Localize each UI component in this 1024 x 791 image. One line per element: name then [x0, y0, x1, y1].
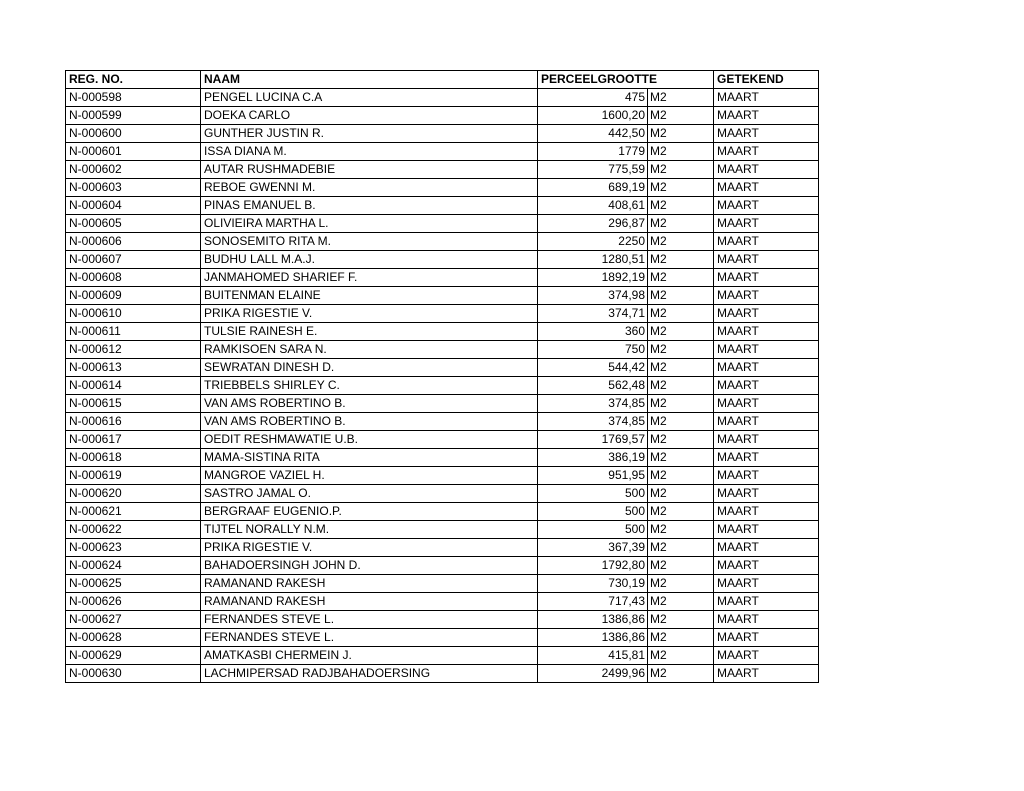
table-row: [66, 503, 819, 521]
cell-getekend: MAART: [714, 197, 819, 215]
cell-getekend: MAART: [714, 449, 819, 467]
cell-perceelgrootte: 367,39: [538, 539, 648, 557]
cell-reg-no: N-000617: [66, 431, 201, 449]
cell-unit: M2: [648, 521, 714, 539]
registration-table: [65, 70, 819, 683]
cell-naam: BERGRAAF EUGENIO.P.: [201, 503, 538, 521]
cell-getekend: MAART: [714, 323, 819, 341]
cell-perceelgrootte: 1769,57: [538, 431, 648, 449]
table-row: [66, 413, 819, 431]
cell-unit: M2: [648, 557, 714, 575]
cell-getekend: MAART: [714, 467, 819, 485]
cell-unit: M2: [648, 233, 714, 251]
table-row: [66, 665, 819, 683]
cell-getekend: MAART: [714, 377, 819, 395]
cell-naam: TIJTEL NORALLY N.M.: [201, 521, 538, 539]
cell-getekend: MAART: [714, 161, 819, 179]
cell-naam: BAHADOERSINGH JOHN D.: [201, 557, 538, 575]
cell-getekend: MAART: [714, 305, 819, 323]
cell-naam: PRIKA RIGESTIE V.: [201, 305, 538, 323]
table-row: [66, 359, 819, 377]
cell-naam: SASTRO JAMAL O.: [201, 485, 538, 503]
cell-naam: OLIVIEIRA MARTHA L.: [201, 215, 538, 233]
cell-unit: M2: [648, 359, 714, 377]
header-perceelgrootte: PERCEELGROOTTE: [538, 71, 714, 89]
cell-naam: SONOSEMITO RITA M.: [201, 233, 538, 251]
cell-naam: RAMANAND RAKESH: [201, 575, 538, 593]
cell-reg-no: N-000607: [66, 251, 201, 269]
cell-reg-no: N-000603: [66, 179, 201, 197]
cell-getekend: MAART: [714, 125, 819, 143]
cell-perceelgrootte: 442,50: [538, 125, 648, 143]
table-row: [66, 89, 819, 107]
cell-unit: M2: [648, 287, 714, 305]
cell-getekend: MAART: [714, 503, 819, 521]
cell-naam: DOEKA CARLO: [201, 107, 538, 125]
cell-reg-no: N-000630: [66, 665, 201, 683]
cell-perceelgrootte: 1386,86: [538, 629, 648, 647]
table-row: [66, 233, 819, 251]
cell-naam: FERNANDES STEVE L.: [201, 629, 538, 647]
table-row: [66, 305, 819, 323]
cell-unit: M2: [648, 539, 714, 557]
cell-getekend: MAART: [714, 143, 819, 161]
cell-getekend: MAART: [714, 413, 819, 431]
cell-perceelgrootte: 500: [538, 521, 648, 539]
cell-naam: PENGEL LUCINA C.A: [201, 89, 538, 107]
cell-unit: M2: [648, 485, 714, 503]
table-row: [66, 143, 819, 161]
table-row: [66, 431, 819, 449]
cell-getekend: MAART: [714, 215, 819, 233]
cell-reg-no: N-000604: [66, 197, 201, 215]
cell-reg-no: N-000599: [66, 107, 201, 125]
cell-perceelgrootte: 1386,86: [538, 611, 648, 629]
cell-perceelgrootte: 296,87: [538, 215, 648, 233]
cell-getekend: MAART: [714, 395, 819, 413]
cell-reg-no: N-000620: [66, 485, 201, 503]
table-body: [66, 89, 819, 683]
cell-unit: M2: [648, 377, 714, 395]
cell-perceelgrootte: 1280,51: [538, 251, 648, 269]
cell-unit: M2: [648, 575, 714, 593]
cell-reg-no: N-000626: [66, 593, 201, 611]
cell-unit: M2: [648, 395, 714, 413]
cell-naam: JANMAHOMED SHARIEF F.: [201, 269, 538, 287]
cell-naam: FERNANDES STEVE L.: [201, 611, 538, 629]
cell-reg-no: N-000629: [66, 647, 201, 665]
cell-unit: M2: [648, 467, 714, 485]
cell-reg-no: N-000598: [66, 89, 201, 107]
cell-naam: SEWRATAN DINESH D.: [201, 359, 538, 377]
cell-perceelgrootte: 408,61: [538, 197, 648, 215]
cell-reg-no: N-000616: [66, 413, 201, 431]
cell-perceelgrootte: 951,95: [538, 467, 648, 485]
table-row: [66, 449, 819, 467]
cell-reg-no: N-000618: [66, 449, 201, 467]
table-row: [66, 215, 819, 233]
cell-perceelgrootte: 500: [538, 485, 648, 503]
table-row: [66, 251, 819, 269]
cell-perceelgrootte: 360: [538, 323, 648, 341]
cell-perceelgrootte: 415,81: [538, 647, 648, 665]
cell-getekend: MAART: [714, 431, 819, 449]
table-row: [66, 575, 819, 593]
cell-naam: MAMA-SISTINA RITA: [201, 449, 538, 467]
cell-unit: M2: [648, 89, 714, 107]
cell-reg-no: N-000614: [66, 377, 201, 395]
cell-naam: TRIEBBELS SHIRLEY C.: [201, 377, 538, 395]
cell-perceelgrootte: 1892,19: [538, 269, 648, 287]
cell-reg-no: N-000610: [66, 305, 201, 323]
table-row: [66, 395, 819, 413]
cell-perceelgrootte: 775,59: [538, 161, 648, 179]
cell-getekend: MAART: [714, 359, 819, 377]
cell-getekend: MAART: [714, 593, 819, 611]
cell-unit: M2: [648, 431, 714, 449]
cell-perceelgrootte: 1779: [538, 143, 648, 161]
cell-unit: M2: [648, 125, 714, 143]
table-row: [66, 557, 819, 575]
cell-unit: M2: [648, 107, 714, 125]
cell-perceelgrootte: 750: [538, 341, 648, 359]
cell-unit: M2: [648, 305, 714, 323]
cell-perceelgrootte: 374,98: [538, 287, 648, 305]
cell-perceelgrootte: 562,48: [538, 377, 648, 395]
table-row: [66, 269, 819, 287]
cell-getekend: MAART: [714, 521, 819, 539]
cell-perceelgrootte: 2499,96: [538, 665, 648, 683]
cell-naam: LACHMIPERSAD RADJBAHADOERSING: [201, 665, 538, 683]
cell-getekend: MAART: [714, 629, 819, 647]
cell-unit: M2: [648, 503, 714, 521]
table-row: [66, 197, 819, 215]
cell-naam: OEDIT RESHMAWATIE U.B.: [201, 431, 538, 449]
cell-perceelgrootte: 374,71: [538, 305, 648, 323]
cell-perceelgrootte: 475: [538, 89, 648, 107]
cell-naam: AMATKASBI CHERMEIN J.: [201, 647, 538, 665]
cell-reg-no: N-000621: [66, 503, 201, 521]
cell-perceelgrootte: 1792,80: [538, 557, 648, 575]
cell-unit: M2: [648, 143, 714, 161]
table-row: [66, 341, 819, 359]
cell-reg-no: N-000622: [66, 521, 201, 539]
cell-getekend: MAART: [714, 107, 819, 125]
cell-reg-no: N-000623: [66, 539, 201, 557]
cell-reg-no: N-000611: [66, 323, 201, 341]
cell-reg-no: N-000606: [66, 233, 201, 251]
cell-perceelgrootte: 544,42: [538, 359, 648, 377]
cell-getekend: MAART: [714, 485, 819, 503]
cell-reg-no: N-000615: [66, 395, 201, 413]
cell-getekend: MAART: [714, 287, 819, 305]
cell-naam: TULSIE RAINESH E.: [201, 323, 538, 341]
table-row: [66, 287, 819, 305]
cell-unit: M2: [648, 665, 714, 683]
table-row: [66, 611, 819, 629]
cell-unit: M2: [648, 341, 714, 359]
table-row: [66, 179, 819, 197]
header-reg-no: REG. NO.: [66, 71, 201, 89]
cell-unit: M2: [648, 251, 714, 269]
table-row: [66, 539, 819, 557]
cell-unit: M2: [648, 323, 714, 341]
cell-unit: M2: [648, 647, 714, 665]
cell-unit: M2: [648, 179, 714, 197]
cell-naam: GUNTHER JUSTIN R.: [201, 125, 538, 143]
cell-naam: MANGROE VAZIEL H.: [201, 467, 538, 485]
cell-perceelgrootte: 374,85: [538, 395, 648, 413]
cell-reg-no: N-000601: [66, 143, 201, 161]
cell-reg-no: N-000627: [66, 611, 201, 629]
cell-unit: M2: [648, 413, 714, 431]
table-row: [66, 647, 819, 665]
header-row: [66, 71, 819, 89]
cell-getekend: MAART: [714, 251, 819, 269]
cell-getekend: MAART: [714, 89, 819, 107]
header-naam: NAAM: [201, 71, 538, 89]
cell-naam: ISSA DIANA M.: [201, 143, 538, 161]
cell-naam: VAN AMS ROBERTINO B.: [201, 413, 538, 431]
cell-unit: M2: [648, 611, 714, 629]
table-row: [66, 629, 819, 647]
cell-getekend: MAART: [714, 341, 819, 359]
cell-unit: M2: [648, 197, 714, 215]
cell-getekend: MAART: [714, 269, 819, 287]
cell-getekend: MAART: [714, 233, 819, 251]
table-row: [66, 485, 819, 503]
cell-reg-no: N-000619: [66, 467, 201, 485]
cell-reg-no: N-000600: [66, 125, 201, 143]
cell-reg-no: N-000609: [66, 287, 201, 305]
cell-unit: M2: [648, 215, 714, 233]
cell-naam: VAN AMS ROBERTINO B.: [201, 395, 538, 413]
cell-getekend: MAART: [714, 575, 819, 593]
table-row: [66, 323, 819, 341]
cell-naam: REBOE GWENNI M.: [201, 179, 538, 197]
cell-reg-no: N-000628: [66, 629, 201, 647]
cell-naam: RAMKISOEN SARA N.: [201, 341, 538, 359]
cell-perceelgrootte: 500: [538, 503, 648, 521]
cell-naam: BUITENMAN ELAINE: [201, 287, 538, 305]
cell-reg-no: N-000612: [66, 341, 201, 359]
cell-reg-no: N-000605: [66, 215, 201, 233]
cell-getekend: MAART: [714, 539, 819, 557]
cell-naam: PINAS EMANUEL B.: [201, 197, 538, 215]
header-getekend: GETEKEND: [714, 71, 819, 89]
cell-reg-no: N-000602: [66, 161, 201, 179]
cell-unit: M2: [648, 161, 714, 179]
table-row: [66, 125, 819, 143]
table-row: [66, 377, 819, 395]
cell-unit: M2: [648, 269, 714, 287]
table-row: [66, 467, 819, 485]
cell-naam: AUTAR RUSHMADEBIE: [201, 161, 538, 179]
cell-naam: BUDHU LALL M.A.J.: [201, 251, 538, 269]
cell-unit: M2: [648, 449, 714, 467]
table-row: [66, 521, 819, 539]
table-row: [66, 161, 819, 179]
cell-perceelgrootte: 689,19: [538, 179, 648, 197]
cell-reg-no: N-000625: [66, 575, 201, 593]
cell-perceelgrootte: 374,85: [538, 413, 648, 431]
cell-perceelgrootte: 386,19: [538, 449, 648, 467]
table-row: [66, 107, 819, 125]
cell-unit: M2: [648, 593, 714, 611]
table-row: [66, 593, 819, 611]
cell-perceelgrootte: 2250: [538, 233, 648, 251]
cell-unit: M2: [648, 629, 714, 647]
cell-getekend: MAART: [714, 179, 819, 197]
cell-reg-no: N-000624: [66, 557, 201, 575]
cell-perceelgrootte: 730,19: [538, 575, 648, 593]
cell-perceelgrootte: 717,43: [538, 593, 648, 611]
cell-reg-no: N-000608: [66, 269, 201, 287]
cell-getekend: MAART: [714, 557, 819, 575]
cell-getekend: MAART: [714, 665, 819, 683]
cell-naam: RAMANAND RAKESH: [201, 593, 538, 611]
cell-getekend: MAART: [714, 647, 819, 665]
cell-perceelgrootte: 1600,20: [538, 107, 648, 125]
cell-naam: PRIKA RIGESTIE V.: [201, 539, 538, 557]
cell-getekend: MAART: [714, 611, 819, 629]
cell-reg-no: N-000613: [66, 359, 201, 377]
